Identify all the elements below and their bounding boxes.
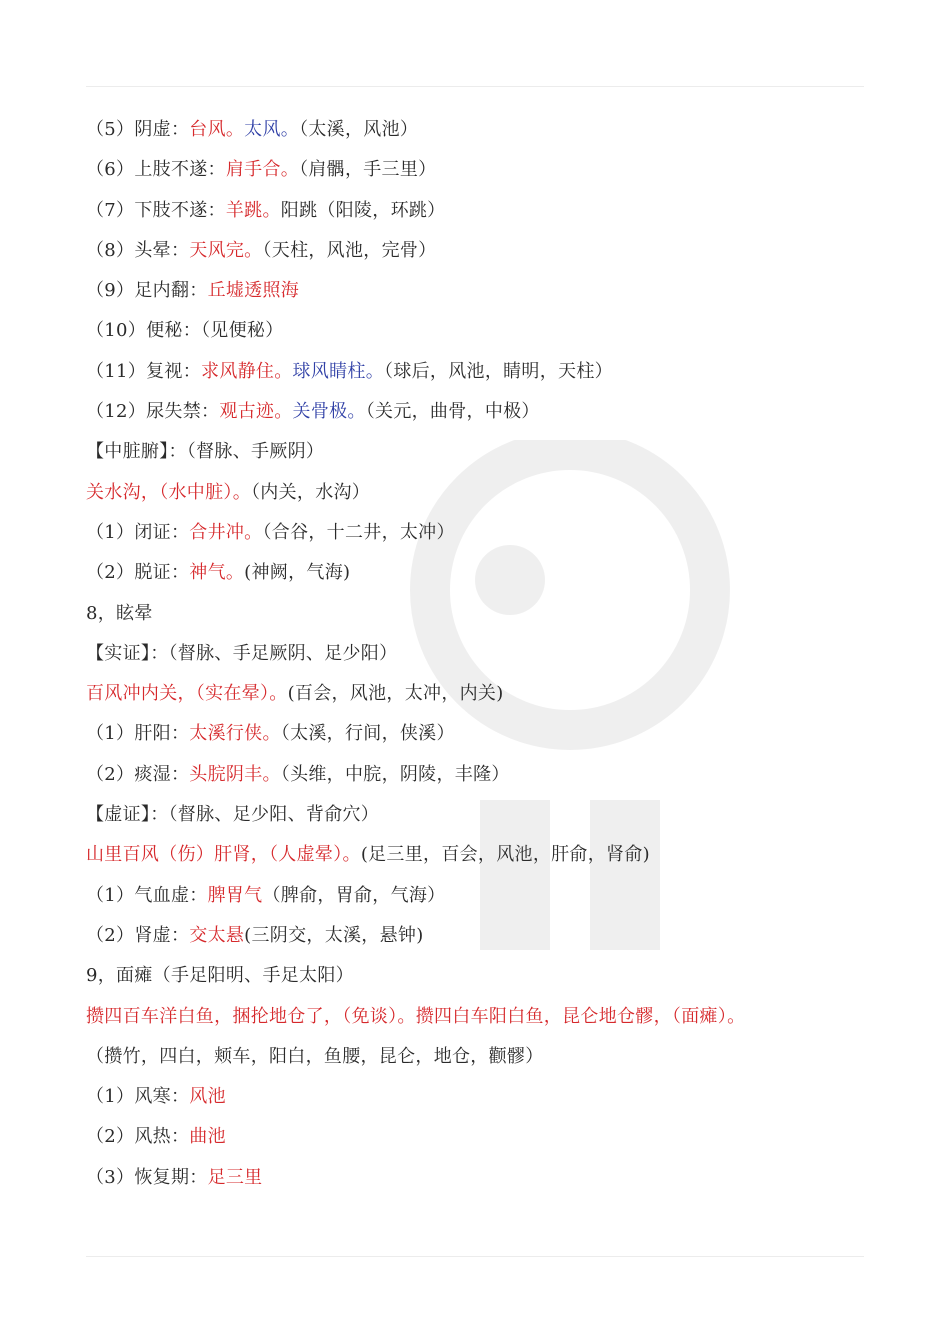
mnemonic-text: 脾胃气 (207, 884, 263, 906)
footer-divider (86, 1256, 864, 1257)
plain-text: （1）风寒： (86, 1086, 190, 1108)
text-line (86, 152, 886, 192)
plain-text: （8）头晕： (86, 239, 190, 261)
mnemonic-text: 交太悬 (189, 924, 245, 946)
text-line (86, 797, 886, 837)
text-line (86, 918, 886, 958)
mnemonic-text: 足三里 (207, 1166, 263, 1188)
plain-text: （9）足内翻： (86, 280, 208, 302)
plain-text: （2）肾虚： (86, 924, 190, 946)
mnemonic-text: 百风冲内关，（实在晕）。 (86, 683, 288, 705)
plain-text: （7）下肢不遂： (86, 199, 226, 221)
plain-text: （太溪，行间，侠溪） (280, 723, 455, 745)
mnemonic-alt-text: 关骨极。 (292, 401, 366, 423)
text-line (86, 313, 886, 353)
plain-text: （头维，中脘，阴陵，丰隆） (280, 763, 510, 785)
plain-text: 【实证】：（督脉、手足厥阴、足少阳） (86, 642, 398, 664)
plain-text: （6）上肢不遂： (86, 159, 226, 181)
text-line (86, 555, 886, 595)
mnemonic-text: 曲池 (189, 1126, 226, 1148)
mnemonic-text: 合井冲。 (189, 521, 263, 543)
mnemonic-text: 天风完。 (189, 239, 263, 261)
mnemonic-text: 丘墟透照海 (207, 280, 300, 302)
plain-text: （2）脱证： (86, 562, 190, 584)
plain-text: 【中脏腑】：（督脉、手厥阴） (86, 441, 325, 463)
plain-text: （脾俞，胃俞，气海） (262, 884, 446, 906)
text-line (86, 1079, 886, 1119)
text-line (86, 475, 886, 515)
mnemonic-alt-text: 太风。 (244, 119, 300, 140)
plain-text: （内关，水沟） (251, 481, 371, 503)
text-line (86, 837, 886, 877)
text-line (86, 757, 886, 797)
plain-text: （攒竹，四白，颊车，阳白，鱼腰，昆仑，地仓，颧髎） (86, 1045, 544, 1067)
plain-text: （肩髃，手三里） (299, 159, 437, 181)
plain-text: 【虚证】：（督脉、足少阳、背俞穴） (86, 804, 380, 826)
plain-text: 阳跳（阳陵，环跳） (280, 199, 446, 221)
mnemonic-text: 台风。 (189, 119, 245, 140)
plain-text: （1）气血虚： (86, 884, 208, 906)
text-line (86, 273, 886, 313)
plain-text: （1）肝阳： (86, 723, 190, 745)
text-line (86, 515, 886, 555)
plain-text: （天柱，风池，完骨） (262, 239, 437, 261)
plain-text: （11）复视： (86, 360, 202, 382)
text-line (86, 636, 886, 676)
text-line (86, 1039, 886, 1079)
mnemonic-text: 头脘阴丰。 (189, 763, 281, 785)
text-line (86, 354, 886, 394)
mnemonic-text: 山里百风（伤）肝肾，（人虚晕）。 (86, 844, 361, 866)
text-line (86, 716, 886, 756)
text-line (86, 112, 886, 152)
plain-text: （球后，风池，睛明，天柱） (384, 360, 613, 382)
plain-text: （2）痰湿： (86, 763, 190, 785)
text-line (86, 878, 886, 918)
text-line (86, 1119, 886, 1159)
document-body (86, 112, 886, 1200)
text-line (86, 999, 886, 1039)
text-line (86, 676, 886, 716)
text-line (86, 434, 886, 474)
text-line (86, 193, 886, 233)
mnemonic-text: 攒四百车洋白鱼，捆抡地仓了，（免谈）。攒四白车阳白鱼，昆仑地仓髎，（面瘫）。 (86, 1005, 746, 1027)
text-line (86, 596, 886, 636)
plain-text: 8，眩晕 (86, 602, 153, 624)
text-line (86, 394, 886, 434)
plain-text: （太溪，风池） (299, 119, 419, 140)
plain-text: （10）便秘：（见便秘） (86, 320, 284, 342)
plain-text: (三阴交，太溪，悬钟) (244, 924, 424, 946)
mnemonic-text: 神气。 (189, 562, 245, 584)
plain-text: （合谷，十二井，太冲） (262, 521, 455, 543)
plain-text: 9，面瘫（手足阳明、手足太阳） (86, 965, 354, 987)
plain-text: （1）闭证： (86, 521, 190, 543)
plain-text: （2）风热： (86, 1126, 190, 1148)
text-line (86, 233, 886, 273)
plain-text: （关元，曲骨，中极） (365, 401, 540, 423)
mnemonic-text: 求风静住。 (201, 360, 293, 382)
plain-text: （3）恢复期： (86, 1166, 208, 1188)
mnemonic-text: 风池 (189, 1086, 226, 1108)
text-line (86, 1160, 886, 1200)
text-line (86, 958, 886, 998)
plain-text: (百会，风池，太冲，内关) (287, 683, 504, 705)
plain-text: (足三里，百会，风池，肝俞，肾俞) (360, 844, 650, 866)
plain-text: （5）阴虚： (86, 119, 190, 140)
mnemonic-text: 肩手合。 (225, 159, 300, 181)
plain-text: (神阙，气海) (244, 562, 351, 584)
plain-text: （12）尿失禁： (86, 401, 220, 423)
mnemonic-alt-text: 球风睛柱。 (292, 360, 385, 382)
mnemonic-text: 羊跳。 (225, 199, 281, 221)
mnemonic-text: 关水沟，（水中脏）。 (86, 481, 251, 503)
header-divider (86, 86, 864, 87)
mnemonic-text: 观古迹。 (219, 401, 293, 423)
mnemonic-text: 太溪行侠。 (189, 723, 281, 745)
